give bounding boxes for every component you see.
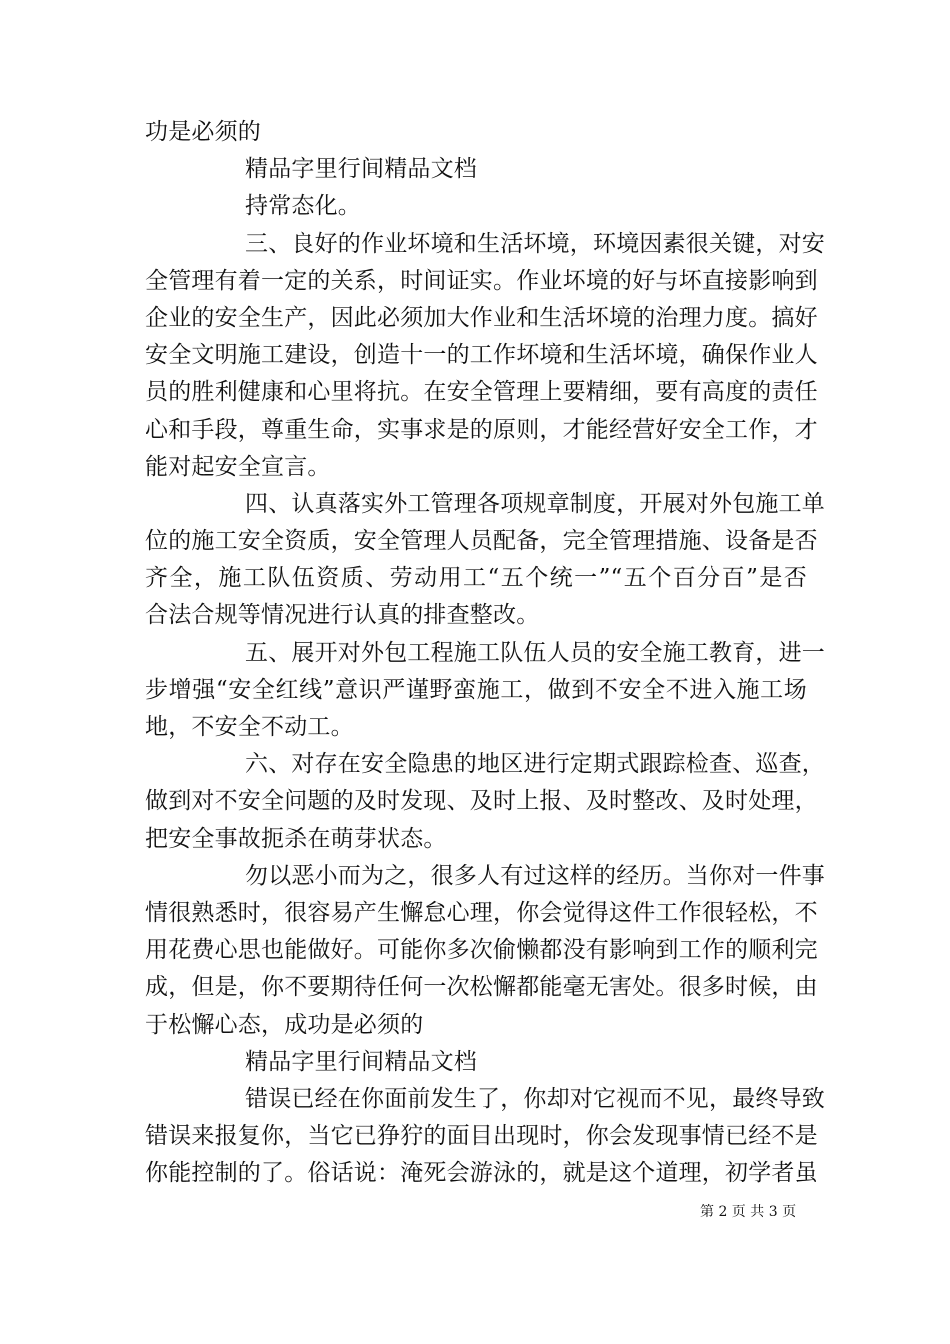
page-number-footer: 第 2 页 共 3 页 (700, 1204, 797, 1220)
text-line: 情很熟悉时，很容易产生懈怠心理，你会觉得这件工作很轻松，不 (145, 899, 818, 926)
text-line: 错误来报复你，当它已狰狞的面目出现时，你会发现事情已经不是 (145, 1123, 818, 1150)
text-line: 持常态化。 (245, 193, 361, 220)
paragraph-start: 四、认真落实外工管理各项规章制度，开展对外包施工单 (245, 490, 825, 517)
text-line: 心和手段，尊重生命，实事求是的原则，才能经营好安全工作，才 (145, 416, 818, 443)
text-line: 功是必须的 (145, 119, 261, 145)
text-line: 用花费心思也能做好。可能你多次偷懒都没有影响到工作的顺利完 (145, 937, 818, 964)
text-line: 步增强“安全红线”意识严谨野蛮施工，做到不安全不进入施工场 (145, 676, 807, 703)
text-line: 齐全，施工队伍资质、劳动用工“五个统一”“五个百分百”是否 (145, 565, 807, 592)
text-line: 能对起安全宣言。 (145, 453, 331, 480)
text-line: 全管理有着一定的关系，时间证实。作业坏境的好与坏直接影响到 (145, 267, 818, 294)
paragraph-start: 五、展开对外包工程施工队伍人员的安全施工教育，进一 (245, 639, 825, 666)
text-line: 成，但是，你不要期待任何一次松懈都能毫无害处。很多时候，由 (145, 974, 818, 1001)
watermark-line: 精品字里行间精品文档 (245, 156, 477, 183)
text-line: 企业的安全生产，因此必须加大作业和生活坏境的治理力度。搞好 (145, 304, 818, 331)
text-line: 把安全事故扼杀在萌芽状态。 (145, 825, 447, 852)
text-line: 地，不安全不动工。 (145, 714, 354, 740)
text-line: 员的胜利健康和心里将抗。在安全管理上要精细，要有高度的责任 (145, 379, 818, 406)
text-line: 安全文明施工建设，创造十一的工作坏境和生活坏境，确保作业人 (145, 342, 818, 369)
watermark-line: 精品字里行间精品文档 (245, 1048, 477, 1075)
document-body (145, 114, 825, 1192)
paragraph-start: 六、对存在安全隐患的地区进行定期式跟踪检查、巡查， (245, 751, 825, 778)
paragraph-start: 错误已经在你面前发生了，你却对它视而不见，最终导致 (245, 1085, 825, 1112)
paragraph-start: 勿以恶小而为之，很多人有过这样的经历。当你对一件事 (245, 862, 825, 889)
text-line: 位的施工安全资质，安全管理人员配备，完全管理措施、设备是否 (145, 528, 818, 555)
text-line: 于松懈心态，成功是必须的 (145, 1011, 424, 1038)
text-line: 做到对不安全问题的及时发现、及时上报、及时整改、及时处理， (145, 788, 818, 815)
text-line: 合法合规等情况进行认真的排查整改。 (145, 602, 540, 629)
paragraph-start: 三、良好的作业坏境和生活坏境，环境因素很关键，对安 (245, 230, 825, 257)
text-line: 你能控制的了。俗话说：淹死会游泳的，就是这个道理，初学者虽 (145, 1160, 818, 1187)
